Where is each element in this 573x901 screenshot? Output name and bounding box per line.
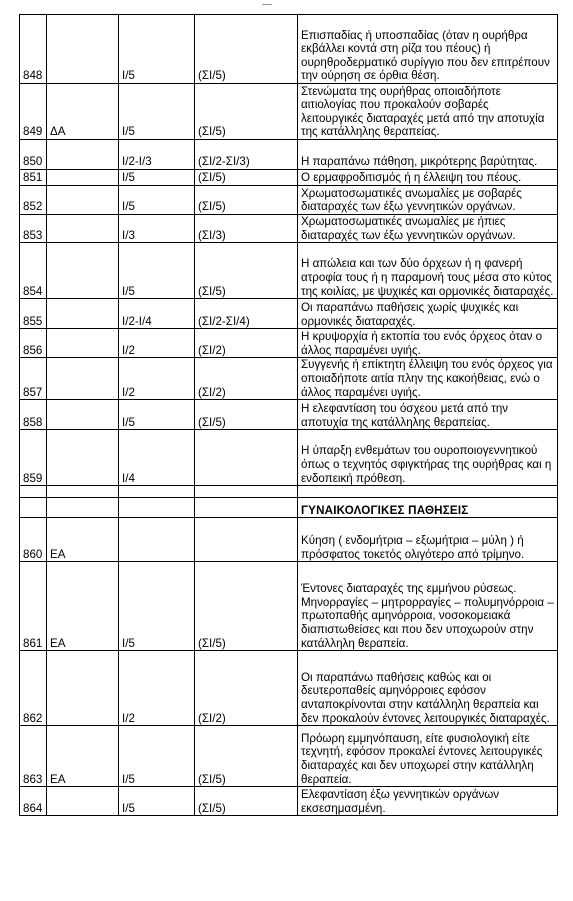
code-cell (47, 215, 119, 243)
table-row (20, 562, 558, 651)
rate-cell: I/4 (119, 430, 195, 486)
rate-cell (119, 518, 195, 562)
empty-cell (47, 498, 119, 518)
table-row (20, 430, 558, 486)
description-cell: Ελεφαντίαση έξω γεννητικών οργάνων εκσεσημασμένη. (298, 787, 558, 816)
item-number-cell: 853 (20, 215, 47, 243)
rate-cell: I/5 (119, 400, 195, 430)
alt-rate-cell: (ΣI/5) (195, 243, 298, 299)
alt-rate-cell: (ΣI/5) (195, 84, 298, 140)
table-row (20, 215, 558, 243)
alt-rate-cell: (ΣI/5) (195, 400, 298, 430)
item-number-cell: 858 (20, 400, 47, 430)
table-row (20, 84, 558, 140)
table-row (20, 140, 558, 170)
description-cell: Κύηση ( ενδομήτρια – εξωμήτρια – μύλη ) ή πρόσφατος τοκετός ολιγότερο από τρίμηνο. (298, 518, 558, 562)
rate-cell: I/2-I/4 (119, 299, 195, 329)
code-cell (47, 170, 119, 186)
rate-cell: I/2 (119, 651, 195, 726)
rate-cell: I/5 (119, 170, 195, 186)
code-cell (47, 400, 119, 430)
item-number-cell: 862 (20, 651, 47, 726)
alt-rate-cell: (ΣI/5) (195, 787, 298, 816)
rate-cell: I/2-I/3 (119, 140, 195, 170)
description-cell: Η ύπαρξη ενθεμάτων του ουροποιογεννητικού όπως ο τεχνητός σφιγκτήρας της ουρήθρας και η ενδοπεική πρόθεση. (298, 430, 558, 486)
code-cell (47, 430, 119, 486)
description-cell: Η κρυψορχία ή εκτοπία του ενός όρχεος όταν ο άλλος παραμένει υγιής. (298, 329, 558, 358)
description-cell: Χρωματοσωματικές ανωμαλίες με σοβαρές διαταραχές των έξω γεννητικών οργάνων. (298, 186, 558, 215)
item-number-cell: 860 (20, 518, 47, 562)
table-row (20, 787, 558, 816)
description-cell: Οι παραπάνω παθήσεις χωρίς ψυχικές και ορμονικές διαταραχές. (298, 299, 558, 329)
code-cell (47, 787, 119, 816)
disability-rates-table (19, 14, 558, 816)
description-cell: Συγγενής ή επίκτητη έλλειψη του ενός όρχεος για οποιαδήποτε αιτία πλην της κακοήθειας, ενώ ο άλλος παραμένει υγιής. (298, 358, 558, 400)
description-cell: Επισπαδίας ή υποσπαδίας (όταν η ουρήθρα εκβάλλει κοντά στη ρίζα του πέους) ή ουρηθροδερματικό συρίγγιο που δεν επιτρέπουν την ούρηση σε όρθια θέση. (298, 15, 558, 84)
item-number-cell: 863 (20, 726, 47, 787)
item-number-cell: 849 (20, 84, 47, 140)
description-cell: Πρόωρη εμμηνόπαυση, είτε φυσιολογική είτε τεχνητή, εφόσον προκαλεί έντονες λειτουργικές διαταραχές και δεν υποχωρεί στην κατάλληλη θεραπεία. (298, 726, 558, 787)
item-number-cell: 856 (20, 329, 47, 358)
description-cell: Ο ερμαφροδιτισμός ή η έλλειψη του πέους. (298, 170, 558, 186)
alt-rate-cell: (ΣI/2) (195, 651, 298, 726)
empty-cell (195, 498, 298, 518)
table-row (20, 170, 558, 186)
section-heading-row (20, 498, 558, 518)
rate-cell: I/3 (119, 215, 195, 243)
table-row (20, 651, 558, 726)
alt-rate-cell: (ΣI/2) (195, 358, 298, 400)
item-number-cell: 854 (20, 243, 47, 299)
alt-rate-cell: (ΣI/2-ΣI/4) (195, 299, 298, 329)
code-cell (47, 358, 119, 400)
item-number-cell: 850 (20, 140, 47, 170)
empty-cell (119, 486, 195, 498)
rate-cell: I/5 (119, 84, 195, 140)
alt-rate-cell: (ΣI/5) (195, 170, 298, 186)
item-number-cell: 855 (20, 299, 47, 329)
rate-cell: I/5 (119, 186, 195, 215)
description-cell: Η παραπάνω πάθηση, μικρότερης βαρύτητας. (298, 140, 558, 170)
item-number-cell: 857 (20, 358, 47, 400)
table-row (20, 726, 558, 787)
spacer-row (20, 486, 558, 498)
alt-rate-cell: (ΣI/2) (195, 329, 298, 358)
alt-rate-cell (195, 430, 298, 486)
description-cell: Η ελεφαντίαση του όσχεου μετά από την αποτυχία της κατάλληλης θεραπείας. (298, 400, 558, 430)
empty-cell (47, 486, 119, 498)
section-heading: ΓΥΝΑΙΚΟΛΟΓΙΚΕΣ ΠΑΘΗΣΕΙΣ (298, 498, 558, 518)
item-number-cell: 861 (20, 562, 47, 651)
table-row (20, 15, 558, 84)
table-row (20, 186, 558, 215)
code-cell: ΔΑ (47, 84, 119, 140)
page-top-mark (262, 4, 272, 5)
empty-cell (20, 486, 47, 498)
empty-cell (119, 498, 195, 518)
description-cell: Η απώλεια και των δύο όρχεων ή η φανερή ατροφία τους ή η παραμονή τους μέσα στο κύτος της κοιλίας, με ψυχικές και ορμονικές διαταραχές. (298, 243, 558, 299)
item-number-cell: 852 (20, 186, 47, 215)
rate-cell: I/5 (119, 243, 195, 299)
code-cell (47, 186, 119, 215)
alt-rate-cell: (ΣI/5) (195, 562, 298, 651)
rate-cell: I/5 (119, 562, 195, 651)
code-cell: ΕΑ (47, 518, 119, 562)
alt-rate-cell (195, 518, 298, 562)
item-number-cell: 864 (20, 787, 47, 816)
item-number-cell: 848 (20, 15, 47, 84)
code-cell: ΕΑ (47, 562, 119, 651)
alt-rate-cell: (ΣI/3) (195, 215, 298, 243)
description-cell: Χρωματοσωματικές ανωμαλίες με ήπιες διαταραχές των έξω γεννητικών οργάνων. (298, 215, 558, 243)
code-cell (47, 15, 119, 84)
code-cell (47, 243, 119, 299)
code-cell (47, 651, 119, 726)
rate-cell: I/5 (119, 726, 195, 787)
code-cell: ΕΑ (47, 726, 119, 787)
alt-rate-cell: (ΣI/2-ΣI/3) (195, 140, 298, 170)
code-cell (47, 329, 119, 358)
empty-cell (298, 486, 558, 498)
empty-cell (20, 498, 47, 518)
code-cell (47, 299, 119, 329)
description-cell: Στενώματα της ουρήθρας οποιαδήποτε αιτιολογίας που προκαλούν σοβαρές λειτουργικές διαταραχές μετά από την αποτυχία της κατάλληλης θεραπείας. (298, 84, 558, 140)
rate-cell: I/2 (119, 358, 195, 400)
rate-cell: I/5 (119, 787, 195, 816)
alt-rate-cell: (ΣI/5) (195, 15, 298, 84)
description-cell: Έντονες διαταραχές της εμμήνου ρύσεως. Μηνορραγίες – μητρορραγίες – πολυμηνόρροια – πρωτοπαθής αμηνόρροια, νοσοκομειακά διαπιστωθείσες και που δεν υποχωρούν στην κατάλληλη θεραπεία. (298, 562, 558, 651)
table-row (20, 358, 558, 400)
table-row (20, 299, 558, 329)
rate-cell: I/2 (119, 329, 195, 358)
table-row (20, 518, 558, 562)
code-cell (47, 140, 119, 170)
alt-rate-cell: (ΣI/5) (195, 186, 298, 215)
table-row (20, 329, 558, 358)
alt-rate-cell: (ΣI/5) (195, 726, 298, 787)
item-number-cell: 859 (20, 430, 47, 486)
table-row (20, 400, 558, 430)
empty-cell (195, 486, 298, 498)
rate-cell: I/5 (119, 15, 195, 84)
item-number-cell: 851 (20, 170, 47, 186)
description-cell: Οι παραπάνω παθήσεις καθώς και οι δευτεροπαθείς αμηνόρροιες εφόσον ανταποκρίνονται στην κατάλληλη θεραπεία και δεν προκαλούν έντονες λειτουργικές διαταραχές. (298, 651, 558, 726)
table-row (20, 243, 558, 299)
